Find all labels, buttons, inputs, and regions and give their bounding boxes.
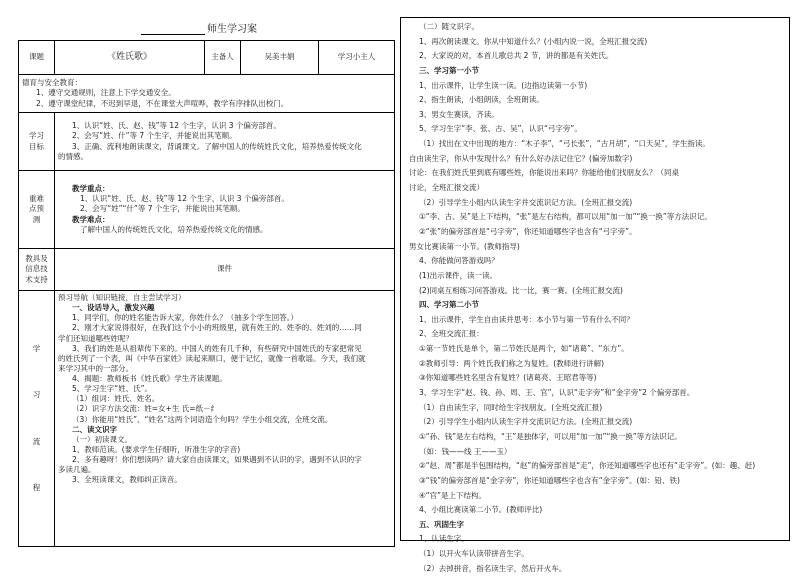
- process-line: （1）组词：姓氏、姓名。: [72, 394, 160, 404]
- safety-label: 德育与安全教育：: [22, 78, 82, 88]
- right-lines: [409, 20, 784, 576]
- right-content-box: [400, 17, 790, 573]
- topic-label: 课题: [19, 41, 55, 75]
- focus-line: 1、认识“姓、氏、赵、钱”等 12 个生字，认识 3 个偏旁部首。: [80, 194, 289, 204]
- goal-line: 1、认识“姓、氏、赵、钱”等 12 个生字，认识 3 个偏旁部首。: [72, 121, 281, 131]
- process-label-char: 程: [32, 482, 41, 492]
- tech-row: [19, 249, 395, 291]
- process-heading: 二、读文识字: [72, 424, 117, 434]
- safety-item: 1、遵守交通规则，注意上下学交通安全。: [36, 88, 176, 98]
- process-line: 5、学习生字“姓、氏”。: [72, 384, 153, 394]
- process-line: 多读几遍。: [58, 465, 96, 475]
- right-line: ③你知道哪些姓名里含有复姓？(诸葛亮、王昭君等等): [419, 373, 597, 383]
- info-row: [19, 41, 395, 75]
- process-line: 来学习其中的一部分。: [58, 363, 133, 373]
- safety-item: 2、遵守课堂纪律，不迟到早退，不在课堂大声喧哗，教学有序排队出校门。: [36, 98, 289, 108]
- right-line: （如：钱——线 王——玉）: [419, 446, 512, 456]
- topic-value: 《姓氏歌》: [55, 41, 205, 75]
- process-line: （一）初读课文。: [72, 434, 132, 444]
- right-line: ①“李、古、吴”是上下结构，“张”是左右结构，都可以用“加一加”“换一换”等方法识记。: [419, 212, 712, 222]
- title-text: 师生学习案: [207, 24, 257, 35]
- keypoints-row: [19, 171, 395, 249]
- right-line: 4、小组比赛读第二小节。(教师评比): [419, 505, 543, 515]
- right-line: 讨论，全班汇报交流）: [409, 183, 484, 193]
- goals-label: 学习目标: [19, 113, 55, 171]
- left-page: [0, 0, 398, 560]
- right-line: 4、你能做问答游戏吗？: [419, 256, 499, 266]
- process-line: 3、我们的姓是从祖辈传下来的。中国人的姓有几千种，有些研究中国姓氏的专家把常见: [72, 343, 362, 353]
- right-line: ②“张”的偏旁部首是“弓字旁”，你还知道哪些字也含有“弓字旁”。: [419, 226, 637, 236]
- process-cell: [55, 291, 395, 547]
- process-label-char: 流: [32, 436, 41, 446]
- right-line: ④“官”是上下结构。: [419, 490, 486, 500]
- right-line: 男女比赛读第一小节。(教师指导): [409, 241, 520, 251]
- right-line: 1、再次朗读课文。你从中知道什么？(小组内说一说，全班汇报交流): [419, 36, 648, 46]
- process-row: [19, 291, 395, 547]
- tech-value: 课件: [55, 249, 395, 291]
- right-line: (2)同桌互相练习问答游戏。比一比，赛一赛。(全班汇报交流): [419, 285, 623, 295]
- right-line: 自由读生字，你从中发现什么？有什么好办法记住它？(偏旁加数字): [409, 153, 633, 163]
- right-line: 讨论：在我们姓氏里到底有哪些姓，你能说出来吗？你能给他们找朋友么？（同桌: [409, 168, 679, 178]
- student-label: 学习小主人: [319, 41, 395, 75]
- goal-line: 2、会写“姓、什”等 7 个生字，并能说出其笔顺。: [72, 131, 237, 141]
- process-line: 学们还知道哪些姓呢？: [58, 333, 133, 343]
- preparer-value: 吴美丰娟: [241, 41, 319, 75]
- process-line: 4、揭题：教师板书《姓氏歌》学生齐读课题。: [72, 374, 227, 383]
- right-line: （1）以开火车认读带拼音生字。: [419, 549, 529, 559]
- focus-label: 教学重点：: [72, 184, 110, 194]
- right-line: ③“钱”的偏旁部首是“金字旁”，你还知道哪些字也含有“金字旁”。(如：铅、铁): [419, 475, 680, 485]
- right-line: ①第一节姓氏是单个，第二节姓氏是两个，如“诸葛”、“东方”。: [419, 344, 629, 354]
- right-line: 3、学习生字“赵、钱、孙、周、王、官”，认识“走字旁”和“金字旁”2 个偏旁部首。: [419, 388, 695, 398]
- right-line: （1）自由读生字，同时给生字找朋友。(全班交流汇报): [419, 402, 603, 412]
- right-line: ②“赵、周”都是半包围结构，“赵”的偏旁部首是“走”，你还知道哪些字也还有“走字旁”。(如：趣、赶): [419, 461, 756, 471]
- right-line: （2）引导学生小组内认读生字并交流识记方法。(全班汇报交流): [419, 197, 633, 207]
- process-line: 1、教师范读。(要求学生仔细听，听准生字的字音): [72, 444, 241, 454]
- right-heading: 五、巩固生字: [419, 519, 464, 529]
- process-line: 2、多有趣呀！你们想读吗？请大家自由读课文，如果遇到不认识的字，遇到不认识的字: [72, 455, 362, 464]
- safety-cell: [19, 75, 395, 113]
- focus-line: 2、会写“姓”“什”等 7 个生字，并能说出其笔顺。: [80, 204, 245, 214]
- process-label-char: 学: [32, 344, 41, 354]
- preparer-label: 主备人: [205, 41, 241, 75]
- lesson-table: [18, 40, 395, 547]
- right-line: 3、男女生赛读，齐读。: [419, 109, 499, 119]
- keypoints-cell: [55, 171, 395, 249]
- process-line: 的姓氏列了一个表，叫《中华百家姓》读起来顺口，便于记忆，就像一首歌谣。今天，我们就: [58, 353, 366, 363]
- right-heading: 三、学习第一小节: [419, 65, 479, 75]
- process-line: （3）你能用“姓氏”、“姓名”这两个词语造个句吗？学生小组交流，全班交流。: [72, 414, 333, 424]
- right-line: 2、指生朗读，小组朗读，全班朗读。: [419, 95, 544, 105]
- process-label: [19, 291, 55, 547]
- process-line: 3、全班读课文，教师纠正读音。: [72, 475, 182, 485]
- goals-row: [19, 113, 395, 171]
- tech-label: 教具及信息技术支持: [19, 249, 55, 291]
- safety-row: [19, 75, 395, 113]
- goal-line: 3、正确、流利地朗读课文，背诵课文。了解中国人的传统姓氏文化，培养热爱传统文化: [72, 141, 362, 151]
- process-heading: 一、设话导入，激发兴趣: [72, 303, 155, 313]
- right-line: （2）去掉拼音，指名读生字，然后开火车。: [419, 563, 567, 573]
- right-heading: 四、学习第二小节: [419, 300, 479, 310]
- process-line: （2）识字方法交流：姓=女+生 氏=纸－纟: [72, 404, 219, 414]
- right-page: [398, 0, 794, 573]
- right-line: （二）随文识字。: [419, 22, 479, 31]
- right-line: 1、出示课件，学生自由读并思考：本小节与第一节有什么不同？: [419, 314, 634, 324]
- right-line: 5、学习生字“李、张、古、吴”，认识“弓字旁”。: [419, 124, 582, 134]
- right-line: （1）找出在文中出现的地方：“木子李”，“弓长张”，“古月胡”，“口天吴”，学生指读。: [419, 139, 710, 149]
- name-blank: [141, 24, 205, 35]
- right-line: ①“孙、钱”是左右结构，“王”是独体字，可以用“加一加”“换一换”等方法识记。: [419, 431, 682, 441]
- right-line: (1)出示课件，读一读。: [419, 270, 498, 280]
- right-line: ②教师引导：两个姓氏我们称之为复姓。(教师进行讲解): [419, 358, 605, 368]
- difficulty-label: 教学难点：: [72, 214, 110, 224]
- goals-cell: [55, 113, 395, 171]
- process-label-char: 习: [32, 390, 41, 400]
- process-line: 2、刚才大家说得很好，在我们这个小小的班级里，就有姓王的、姓李的、姓刘的……同: [72, 323, 362, 333]
- keypoints-label: 重难点预测: [19, 171, 55, 249]
- page-title: [0, 20, 398, 35]
- goal-line: 的情感。: [58, 151, 88, 161]
- process-line: 预习导航（知识链接，自主尝试学习）: [58, 293, 186, 302]
- right-line: （2）引导学生小组内认读生字并交流识记方法。(全班汇报交流): [419, 417, 633, 427]
- right-line: 2、大家说的对，本首儿歌总共 2 节，讲的都是有关姓氏。: [419, 51, 614, 61]
- right-line: 1、出示课件，让学生读一读。(边指边读第一小节): [419, 80, 588, 90]
- right-line: 1、认读生字。: [419, 534, 469, 544]
- process-line: 1、同学们，你的姓名能告诉大家，你姓什么？（抽多个学生回答。）: [72, 313, 299, 323]
- difficulty-line: 了解中国人的传统姓氏文化，培养热爱传统文化的情感。: [80, 224, 268, 234]
- right-line: 2、全班交流汇报：: [419, 329, 484, 339]
